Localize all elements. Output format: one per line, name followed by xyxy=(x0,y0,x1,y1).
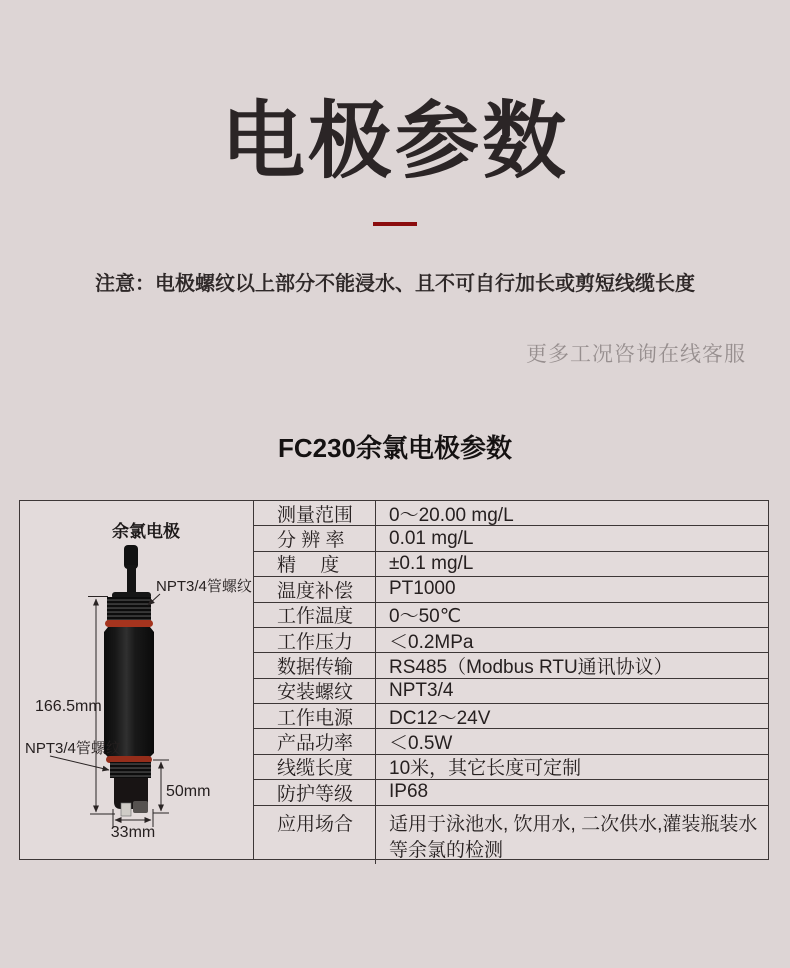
spec-label: 产品功率 xyxy=(254,729,376,753)
dimension-total-label: 166.5mm xyxy=(35,698,102,715)
spec-row xyxy=(254,628,768,653)
spec-value: 0～20.00 mg/L xyxy=(389,504,514,526)
page-title: 电极参数 xyxy=(220,94,569,188)
spec-value: IP68 xyxy=(389,781,429,803)
spec-row xyxy=(254,603,768,628)
dimension-lower-label: 50mm xyxy=(166,783,211,800)
spec-value: ＜0.5W xyxy=(389,733,453,755)
electrode-thread-top xyxy=(107,597,151,622)
spec-value: DC12～24V xyxy=(389,707,491,729)
thread-bottom-label: NPT3/4管螺纹 xyxy=(25,740,121,757)
electrode-diagram-cell xyxy=(20,501,254,859)
spec-label: 工作压力 xyxy=(254,628,376,652)
o-ring-top xyxy=(105,620,153,627)
notice-text: 注意：电极螺纹以上部分不能浸水、且不可自行加长或剪短线缆长度 xyxy=(95,273,695,295)
spec-value: ±0.1 mg/L xyxy=(389,552,474,574)
o-ring-bottom xyxy=(106,756,152,763)
electrode-thread-bottom xyxy=(110,762,151,778)
spec-row xyxy=(254,704,768,729)
support-link[interactable]: 更多工况咨询在线客服 xyxy=(526,343,746,366)
spec-label: 温度补偿 xyxy=(254,577,376,601)
spec-label: 应用场合 xyxy=(254,806,376,864)
spec-value: 0.01 mg/L xyxy=(389,527,474,549)
spec-label: 工作电源 xyxy=(254,704,376,728)
electrode-pin-right xyxy=(133,801,148,813)
spec-label: 数据传输 xyxy=(254,653,376,677)
spec-value: PT1000 xyxy=(389,578,456,600)
electrode-caption: 余氯电极 xyxy=(112,522,180,541)
spec-rows xyxy=(254,501,768,859)
dimension-width-label: 33mm xyxy=(110,824,156,841)
thread-top-label: NPT3/4管螺纹 xyxy=(156,578,252,595)
spec-value: 适用于泳池水, 饮用水, 二次供水,灌装瓶装水等余氯的检测 xyxy=(389,813,758,861)
spec-label: 防护等级 xyxy=(254,780,376,804)
spec-value: RS485（Modbus RTU通讯协议） xyxy=(389,656,673,678)
spec-value: NPT3/4 xyxy=(389,679,454,701)
spec-value: ＜0.2MPa xyxy=(389,631,474,653)
spec-row xyxy=(254,780,768,805)
spec-row xyxy=(254,653,768,678)
spec-row xyxy=(254,577,768,602)
thread-bottom-leader xyxy=(50,756,109,770)
accent-divider xyxy=(373,222,417,226)
spec-row xyxy=(254,806,768,864)
electrode-illustration xyxy=(20,501,254,859)
spec-value: 10米，其它长度可定制 xyxy=(389,758,582,780)
spec-label: 工作温度 xyxy=(254,603,376,627)
spec-row xyxy=(254,729,768,754)
spec-row xyxy=(254,679,768,704)
electrode-body xyxy=(104,627,154,757)
spec-label: 线缆长度 xyxy=(254,755,376,779)
spec-row xyxy=(254,755,768,780)
spec-label: 安装螺纹 xyxy=(254,679,376,703)
spec-table xyxy=(19,500,769,860)
spec-row xyxy=(254,552,768,577)
section-title: FC230余氯电极参数 xyxy=(277,433,513,463)
spec-row xyxy=(254,501,768,526)
spec-value: 0～50℃ xyxy=(389,606,462,628)
spec-row xyxy=(254,526,768,551)
spec-label: 精 度 xyxy=(254,552,376,576)
electrode-pin-left xyxy=(121,803,131,816)
spec-label: 分 辨 率 xyxy=(254,526,376,550)
spec-label: 测量范围 xyxy=(254,501,376,525)
